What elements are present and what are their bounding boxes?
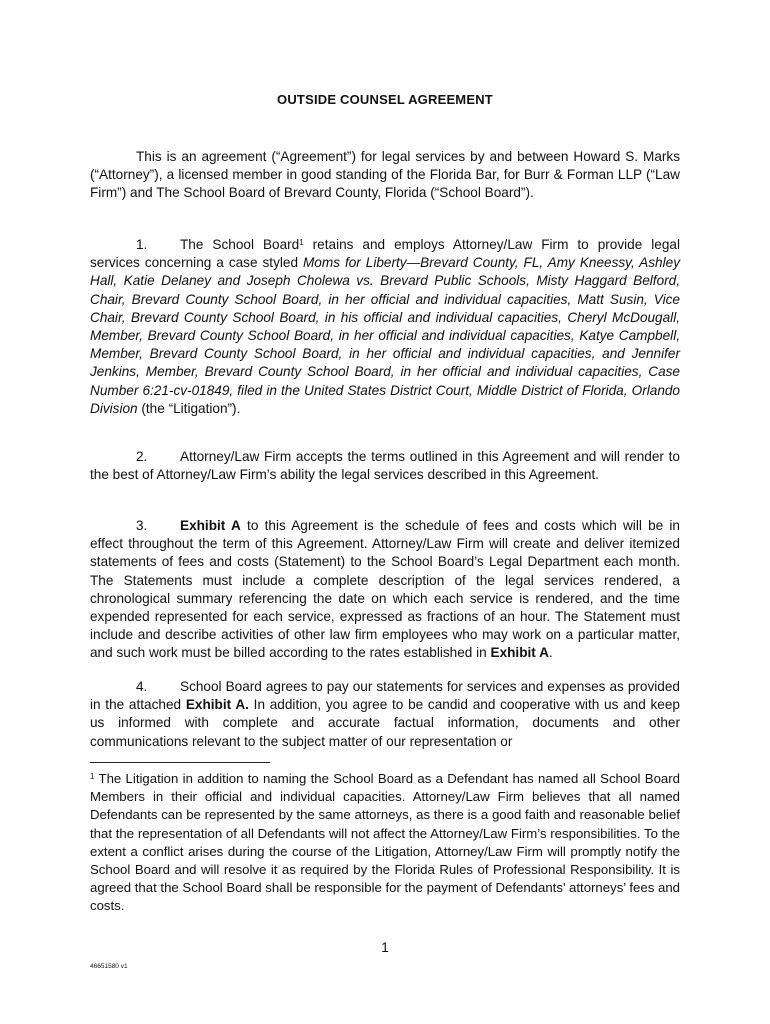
paragraph-text: retains and employs Attorney/Law Firm to provide legal services concerning a case styled [90,237,680,271]
footnote-mark: 1 [90,772,95,781]
paragraph-text: In addition, you agree to be candid and cooperative with us and keep us informed with complete and accurate factual information, documents and other communications relevant to the subject matter of our representation or [90,697,680,749]
intro-paragraph [90,148,680,203]
paragraph-number: 4. [136,679,148,694]
exhibit-reference: Exhibit A. [185,697,249,713]
paragraph-2 [90,448,680,484]
paragraph-text: The School Board [180,237,300,252]
exhibit-reference: Exhibit A [490,645,549,661]
paragraph-number: 3. [136,518,148,533]
paragraph-1 [90,236,680,418]
footnote-reference[interactable]: 1 [299,238,304,247]
paragraph-4 [90,678,680,751]
document-id: 46651580 v1 [90,963,128,970]
page-title: OUTSIDE COUNSEL AGREEMENT [277,92,493,107]
paragraph-text: . [548,645,553,661]
page-number: 1 [381,940,389,955]
paragraph-text: Attorney/Law Firm accepts the terms outlined in this Agreement and will render to the best of Attorney/Law Firm’s ability the legal services described in this Agreement. [90,449,680,483]
footnote-divider [90,762,270,763]
paragraph-3 [90,517,680,663]
paragraph-text: School Board agrees to pay our statements for services and expenses as provided in the attached [90,679,680,713]
paragraph-number: 2. [136,449,148,464]
exhibit-reference: Exhibit A [180,518,241,533]
footnote [90,770,680,916]
paragraph-text: (the “Litigation”). [137,400,241,416]
paragraph-text: to this Agreement is the schedule of fees and costs which will be in effect throughout the term of this Agreement. Attorney/Law Firm will create and deliver itemized statements of fees and costs (Statement) to the School Board’s Legal Department each month. The Statements must include a complete description of the legal services rendered, a chronological summary referencing the date on which each service is rendered, and the time expended represented for each service, expressed as fractions of an hour. The Statement must include and describe activities of other law firm employees who may work on a particular matter, and such work must be billed according to the rates established in [90,518,680,661]
case-style: Moms for Liberty—Brevard County, FL, Amy Kneessy, Ashley Hall, Katie Delaney and Joseph Cholewa vs. Brevard Public Schools, Misty Haggard Belford, Chair, Brevard County School Board, in her official and individual capacities, Matt Susin, Vice Chair, Brevard County School Board, in his official and individual capacities, Cheryl McDougall, Member, Brevard County School Board, in her official and individual capacities, Katye Campbell, Member, Brevard County School Board, in her official and individual capacities, and Jennifer Jenkins, Member, Brevard County School Board, in her official and individual capacities, Case Number 6:21-cv-01849, filed in the United States District Court, Middle District of Florida, Orlando Division [90,255,680,416]
paragraph-number: 1. [136,237,148,252]
intro-text: This is an agreement (“Agreement”) for legal services by and between Howard S. Marks (“Attorney”), a licensed member in good standing of the Florida Bar, for Burr & Forman LLP (“Law Firm”) and The School Board of Brevard County, Florida (“School Board”). [90,149,680,201]
footnote-text: The Litigation in addition to naming the School Board as a Defendant has named all School Board Members in their official and individual capacities. Attorney/Law Firm believes that all named Defendants can be represented by the same attorneys, as there is a good faith and reasonable belief that the representation of all Defendants will not affect the Attorney/Law Firm’s responsibilities. To the extent a conflict arises during the course of the Litigation, Attorney/Law Firm will promptly notify the School Board and will resolve it as required by the Florida Rules of Professional Responsibility. It is agreed that the School Board shall be responsible for the payment of Defendants’ attorneys’ fees and costs. [90,771,680,914]
